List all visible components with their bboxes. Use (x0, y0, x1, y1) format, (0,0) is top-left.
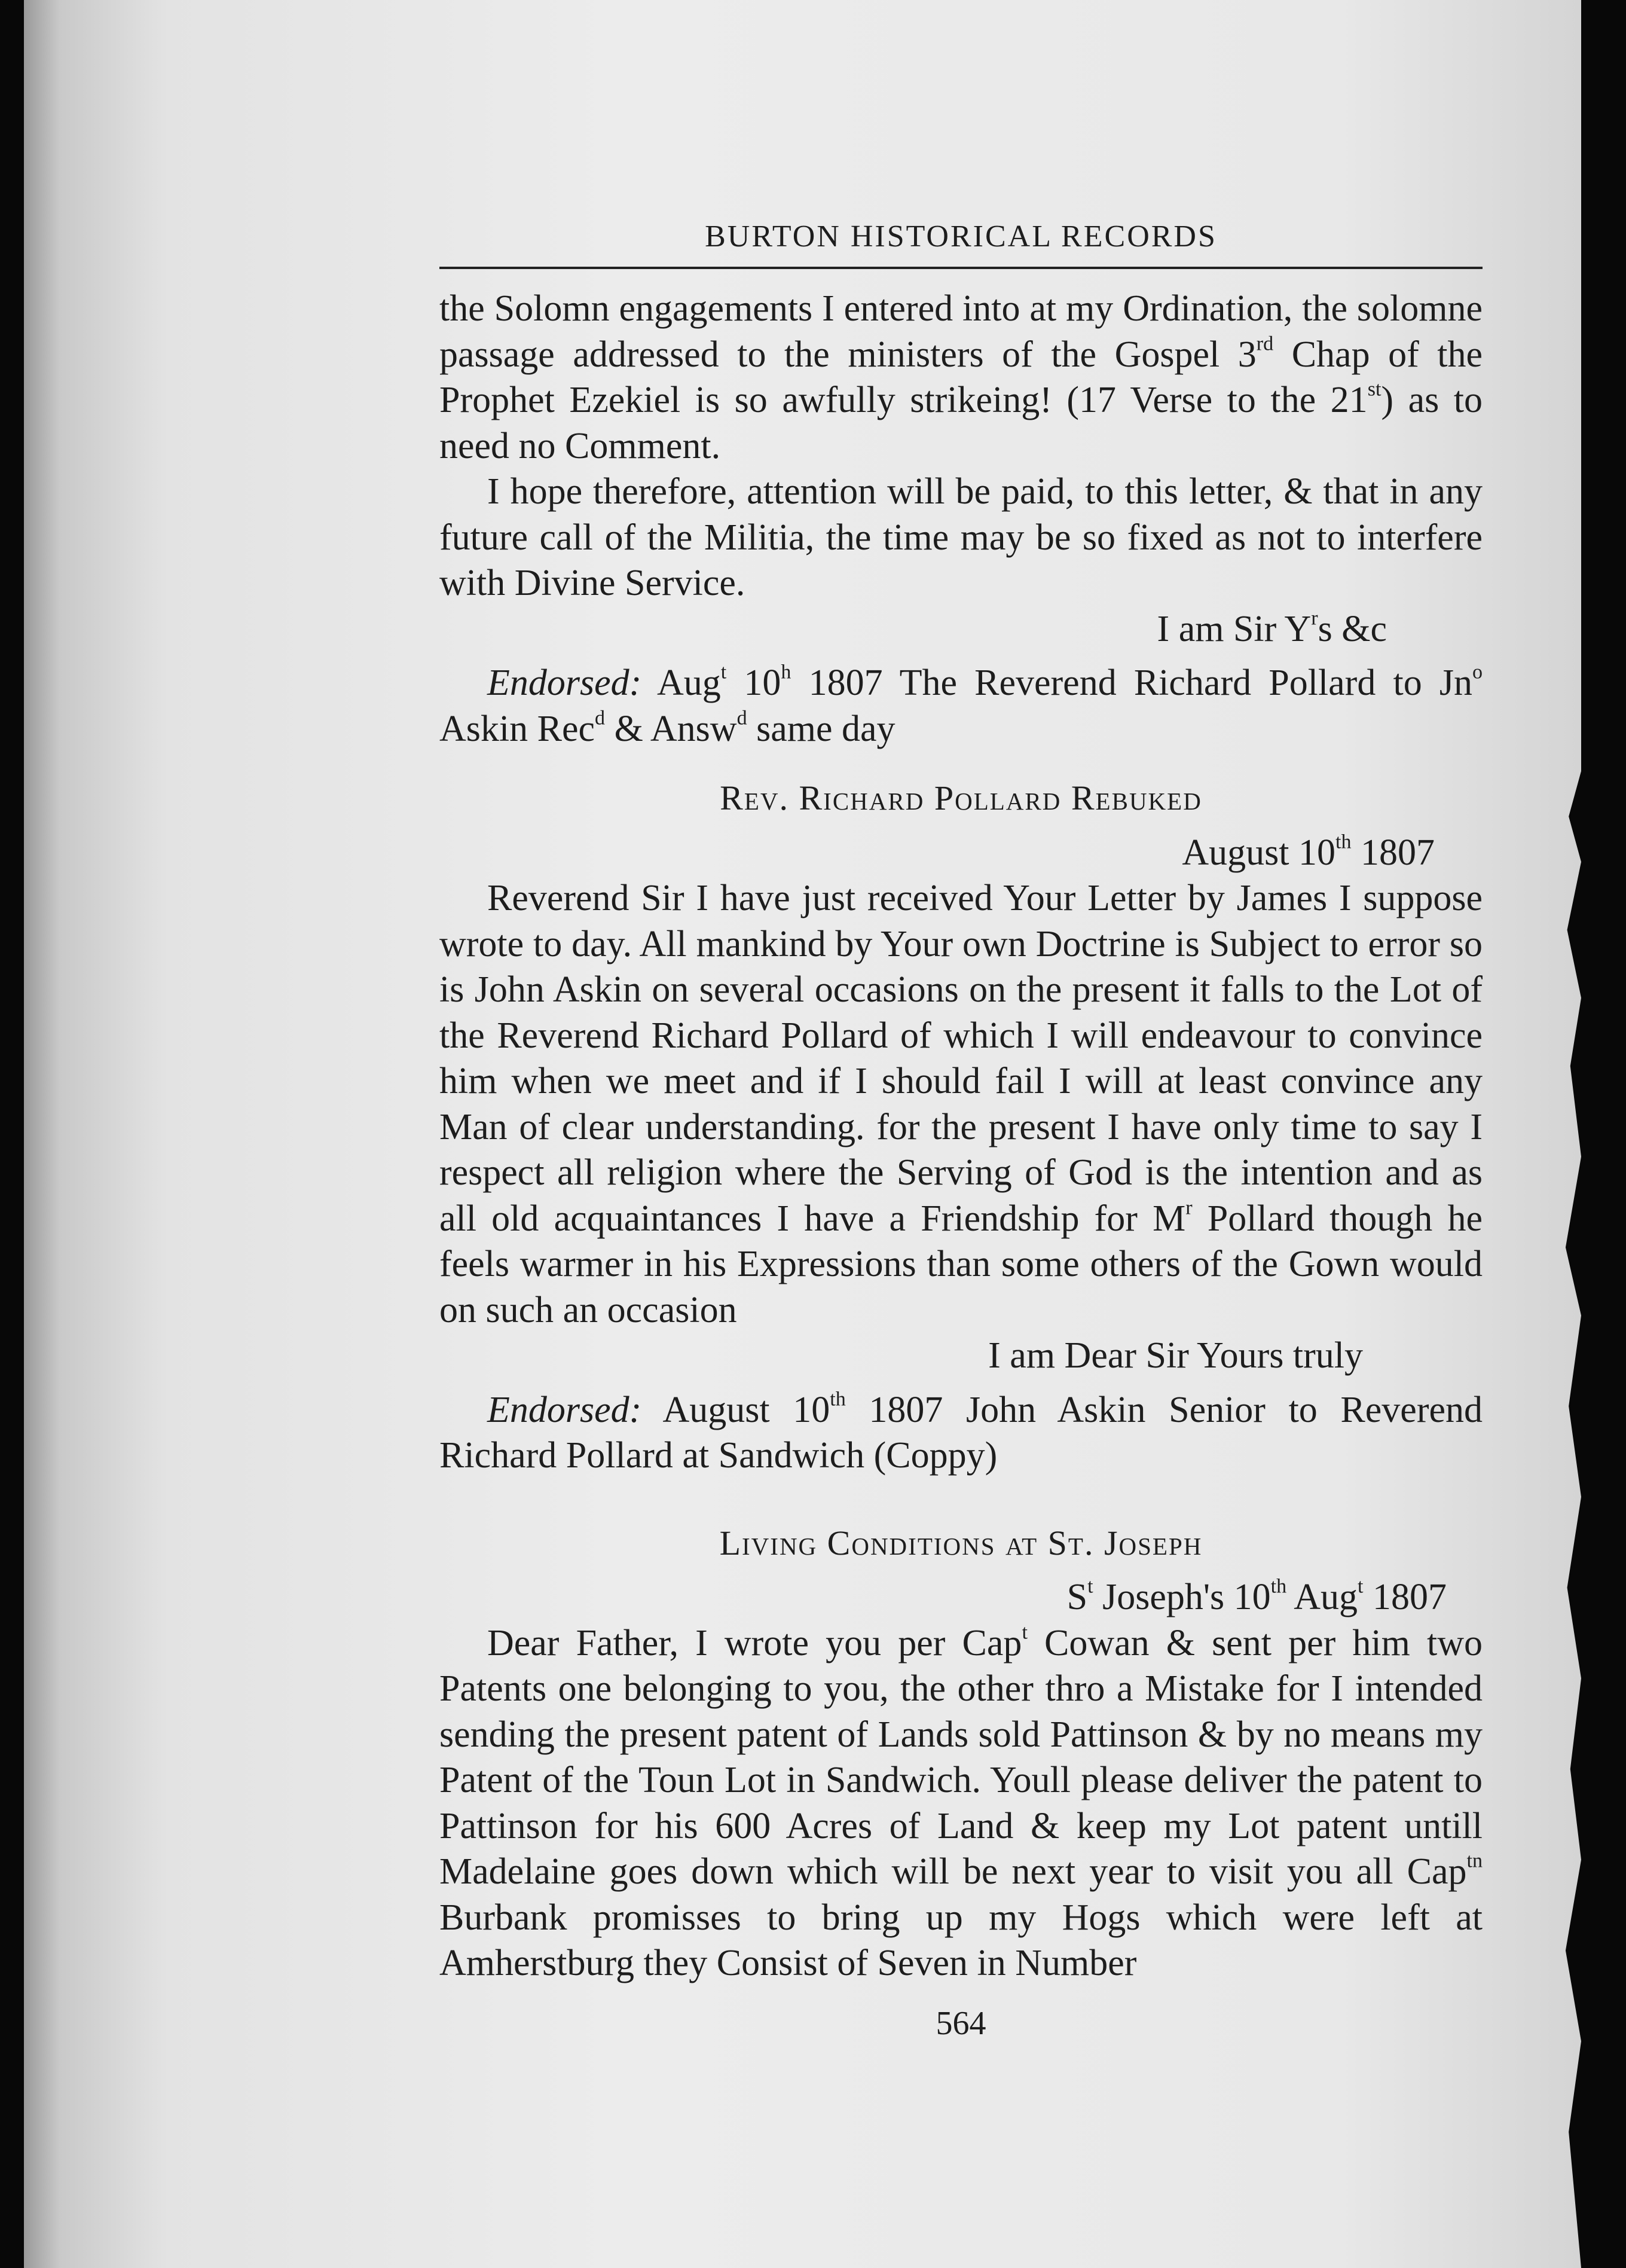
endorsement-1: Endorsed: Aug$^t$ 10$^h$ 1807 The Reverend Richard Pollard to Jn$^o$ Askin Rec$^d$ & Answ$^d$ same day (439, 661, 1483, 749)
closing-line-2: I am Dear Sir Yours truly (988, 1335, 1363, 1376)
letter-date-2: August 10th 1807 (1182, 831, 1435, 873)
running-head: BURTON HISTORICAL RECORDS (439, 215, 1483, 269)
letter-date-3: $S^t$ Joseph's 10th Aug$^t$ 1807 (1066, 1575, 1447, 1617)
section-heading-rebuked: Rev. Richard Pollard Rebuked (720, 779, 1202, 817)
page-number: 564 (936, 2004, 986, 2042)
closing-line-1: I am Sir $Y^rs$ &c (1157, 607, 1387, 649)
letter-body-2: Reverend Sir I have just received Your Letter by James I suppose wrote to day. All mankind by Your own Doctrine is Subject to error so is John Askin on several occasions on the present it falls to the Lot of the Reverend Richard Pollard of which I will endeavour to convince him when we meet and if I should fail I will at least convince any Man of clear understanding. for the present I have only time to say I respect all religion where the Serving of God is the intention and as all old acquaintances I have a Friendship for $M^r$ Pollard though he feels warmer in his Expressions than some others of the Gown would on such an occasion (439, 878, 1483, 1330)
section-heading-living-conditions: Living Conditions at St. Joseph (719, 1523, 1203, 1562)
book-page (439, 215, 1483, 2046)
letter-body-3: Dear Father, I wrote you per Cap$^t$ Cowan & sent per him two Patents one belonging to you, the other thro a Mistake for I intended sending the present patent of Lands sold Pattinson & by no means my Patent of the Toun Lot in Sandwich. Youll please deliver the patent to Pattinson for his 600 Acres of Land & keep my Lot patent untill Madelaine goes down which will be next year to visit you all Cap$^{tn}$ Burbank promisses to bring up my Hogs which were left at Amherstburg they Consist of Seven in Number (439, 1621, 1483, 1983)
continuation-paragraph: the Solomn engagements I entered into at my Ordination, the solomne passage addressed to the ministers of the Gospel 3rd Chap of the Prophet Ezekiel is so awfully strikeing! (17 Verse to the 21st) as to need no Comment. (439, 288, 1483, 466)
endorsement-2: Endorsed: August 10th 1807 John Askin Senior to Reverend Richard Pollard at Sandwich (Coppy) (439, 1388, 1483, 1476)
paragraph-hope: I hope therefore, attention will be paid, to this letter, & that in any future call of the Militia, the time may be so fixed as not to interfere with Divine Service. (439, 471, 1483, 603)
